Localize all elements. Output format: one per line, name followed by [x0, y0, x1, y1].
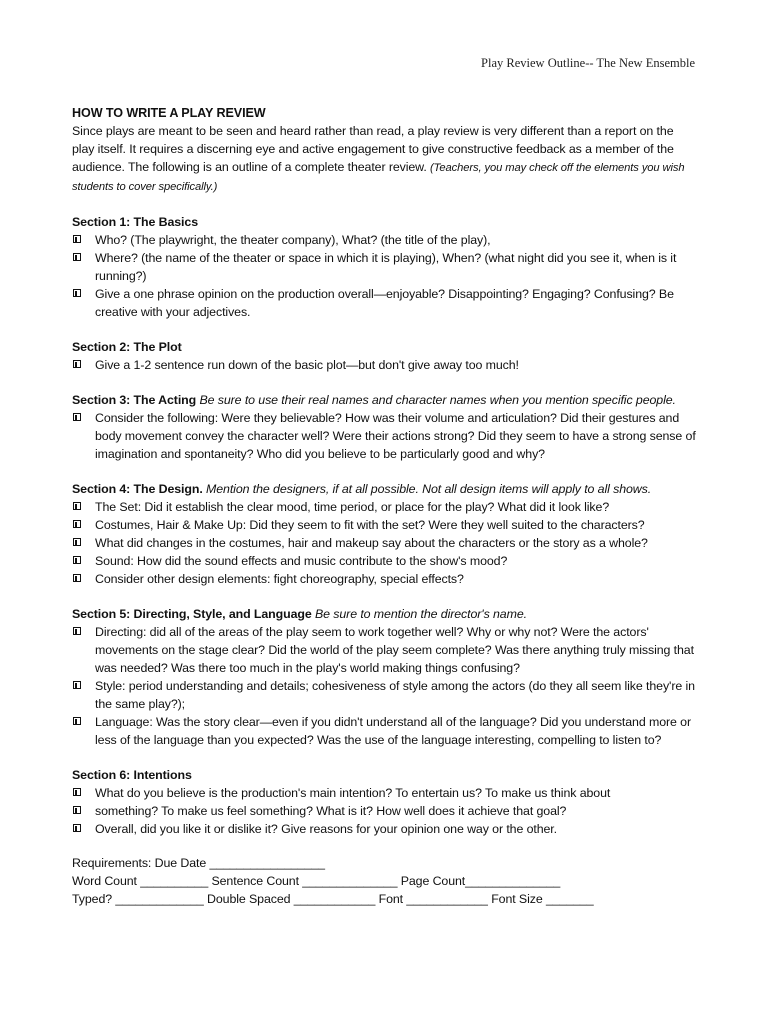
section-note: Mention the designers, if at all possible. Not all design items will apply to all shows.: [206, 482, 652, 496]
checklist-item: [72, 570, 696, 588]
checkbox-icon[interactable]: [73, 788, 81, 796]
checkbox-icon[interactable]: [73, 360, 81, 368]
section-1: [72, 213, 696, 321]
section-title: Section 1: The Basics: [72, 215, 198, 229]
checklist: [72, 231, 696, 321]
section-heading: [72, 480, 696, 498]
checklist-item: [72, 552, 696, 570]
section-6: [72, 766, 696, 838]
checkbox-icon[interactable]: [73, 413, 81, 421]
checklist-item: [72, 802, 696, 820]
section-note: Be sure to use their real names and character names when you mention specific people.: [199, 393, 676, 407]
requirements-due-date: Requirements: Due Date _________________: [72, 856, 325, 870]
section-4: [72, 480, 696, 588]
checklist-item-text: Who? (The playwright, the theater company), What? (the title of the play),: [95, 233, 491, 247]
checklist-item-text: Give a one phrase opinion on the production overall—enjoyable? Disappointing? Engaging? Confusing? Be creative with your adjectives.: [95, 287, 674, 319]
checklist-item: [72, 249, 696, 285]
checkbox-icon[interactable]: [73, 502, 81, 510]
checkbox-icon[interactable]: [73, 681, 81, 689]
checkbox-icon[interactable]: [73, 717, 81, 725]
checklist-item-text: What did changes in the costumes, hair and makeup say about the characters or the story as a whole?: [95, 536, 648, 550]
intro-text: Since plays are meant to be seen and heard rather than read, a play review is very different than a report on the play itself. It requires a discerning eye and active engagement to give constructive feedback as a member of the audience. The following is an outline of a complete theater review.: [72, 124, 674, 174]
checklist-item-text: Sound: How did the sound effects and music contribute to the show's mood?: [95, 554, 508, 568]
checklist-item: [72, 285, 696, 321]
checklist-item-text: Where? (the name of the theater or space in which it is playing), When? (what night did you see it, when is it running?): [95, 251, 677, 283]
checkbox-icon[interactable]: [73, 538, 81, 546]
checkbox-icon[interactable]: [73, 627, 81, 635]
checklist-item-text: Language: Was the story clear—even if you didn't understand all of the language? Did you understand more or less of the language than you expected? Was the use of the language interesting, compelling to listen to?: [95, 715, 691, 747]
checklist-item: [72, 516, 696, 534]
section-title: Section 5: Directing, Style, and Language: [72, 607, 312, 621]
checkbox-icon[interactable]: [73, 556, 81, 564]
checklist-item-text: Style: period understanding and details; cohesiveness of style among the actors (do they all seem like they're in the same play?);: [95, 679, 695, 711]
checklist-item: [72, 623, 696, 677]
checklist-item-text: What do you believe is the production's main intention? To entertain us? To make us think about: [95, 786, 611, 800]
checkbox-icon[interactable]: [73, 806, 81, 814]
intro-paragraph: [72, 122, 696, 196]
section-heading: [72, 213, 696, 231]
checkbox-icon[interactable]: [73, 253, 81, 261]
checklist-item-text: Give a 1-2 sentence run down of the basic plot—but don't give away too much!: [95, 358, 519, 372]
checklist-item-text: Costumes, Hair & Make Up: Did they seem to fit with the set? Were they well suited to the characters?: [95, 518, 645, 532]
page-header: Play Review Outline-- The New Ensemble: [481, 56, 695, 70]
intro-note: (Teachers, you may check off the elements you wish students to cover specifically.): [72, 162, 685, 193]
checklist-item: [72, 713, 696, 749]
checklist-item-text: something? To make us feel something? What is it? How well does it achieve that goal?: [95, 804, 567, 818]
section-heading: [72, 338, 696, 356]
checkbox-icon[interactable]: [73, 520, 81, 528]
checklist-item: [72, 498, 696, 516]
checklist: [72, 356, 696, 374]
checklist-item-text: The Set: Did it establish the clear mood, time period, or place for the play? What did it look like?: [95, 500, 610, 514]
checklist-item: [72, 356, 696, 374]
checklist-item-text: Consider other design elements: fight choreography, special effects?: [95, 572, 464, 586]
checkbox-icon[interactable]: [73, 574, 81, 582]
checklist-item: [72, 409, 696, 463]
section-title: Section 2: The Plot: [72, 340, 182, 354]
checklist: [72, 784, 696, 838]
checklist-item-text: Consider the following: Were they believable? How was their volume and articulation? Did their gestures and body movement convey the character well? Were their actions strong? Did they seem to have a strong sense of imagination and spontaneity? Who did you believe to be particularly good and why?: [95, 411, 696, 461]
section-2: [72, 338, 696, 374]
checklist-item-text: Directing: did all of the areas of the play seem to work together well? Why or why not? Were the actors' movements on the stage clear? Did the world of the play seem complete? Was there anything truly missing that was needed? Was there too much in the play's world making things confusing?: [95, 625, 694, 675]
checklist: [72, 498, 696, 588]
checkbox-icon[interactable]: [73, 824, 81, 832]
checklist-item: [72, 820, 696, 838]
section-heading: [72, 605, 696, 623]
checklist: [72, 623, 696, 749]
document-title: HOW TO WRITE A PLAY REVIEW: [72, 106, 266, 120]
checklist-item-text: Overall, did you like it or dislike it? Give reasons for your opinion one way or the other.: [95, 822, 557, 836]
requirements-format: Typed? _____________ Double Spaced ____________ Font ____________ Font Size _______: [72, 892, 594, 906]
section-5: [72, 605, 696, 749]
section-title: Section 6: Intentions: [72, 768, 192, 782]
checklist-item: [72, 677, 696, 713]
section-title: Section 4: The Design.: [72, 482, 203, 496]
requirements-counts: Word Count __________ Sentence Count ______________ Page Count______________: [72, 874, 561, 888]
section-heading: [72, 766, 696, 784]
checkbox-icon[interactable]: [73, 289, 81, 297]
checklist-item: [72, 534, 696, 552]
requirements-block: [72, 854, 696, 908]
document-body: [72, 104, 696, 908]
sections-container: [72, 213, 696, 838]
section-3: [72, 391, 696, 463]
checklist-item: [72, 231, 696, 249]
section-note: Be sure to mention the director's name.: [314, 607, 527, 621]
checklist-item: [72, 784, 696, 802]
section-heading: [72, 391, 696, 409]
section-title: Section 3: The Acting: [72, 393, 197, 407]
checklist: [72, 409, 696, 463]
checkbox-icon[interactable]: [73, 235, 81, 243]
